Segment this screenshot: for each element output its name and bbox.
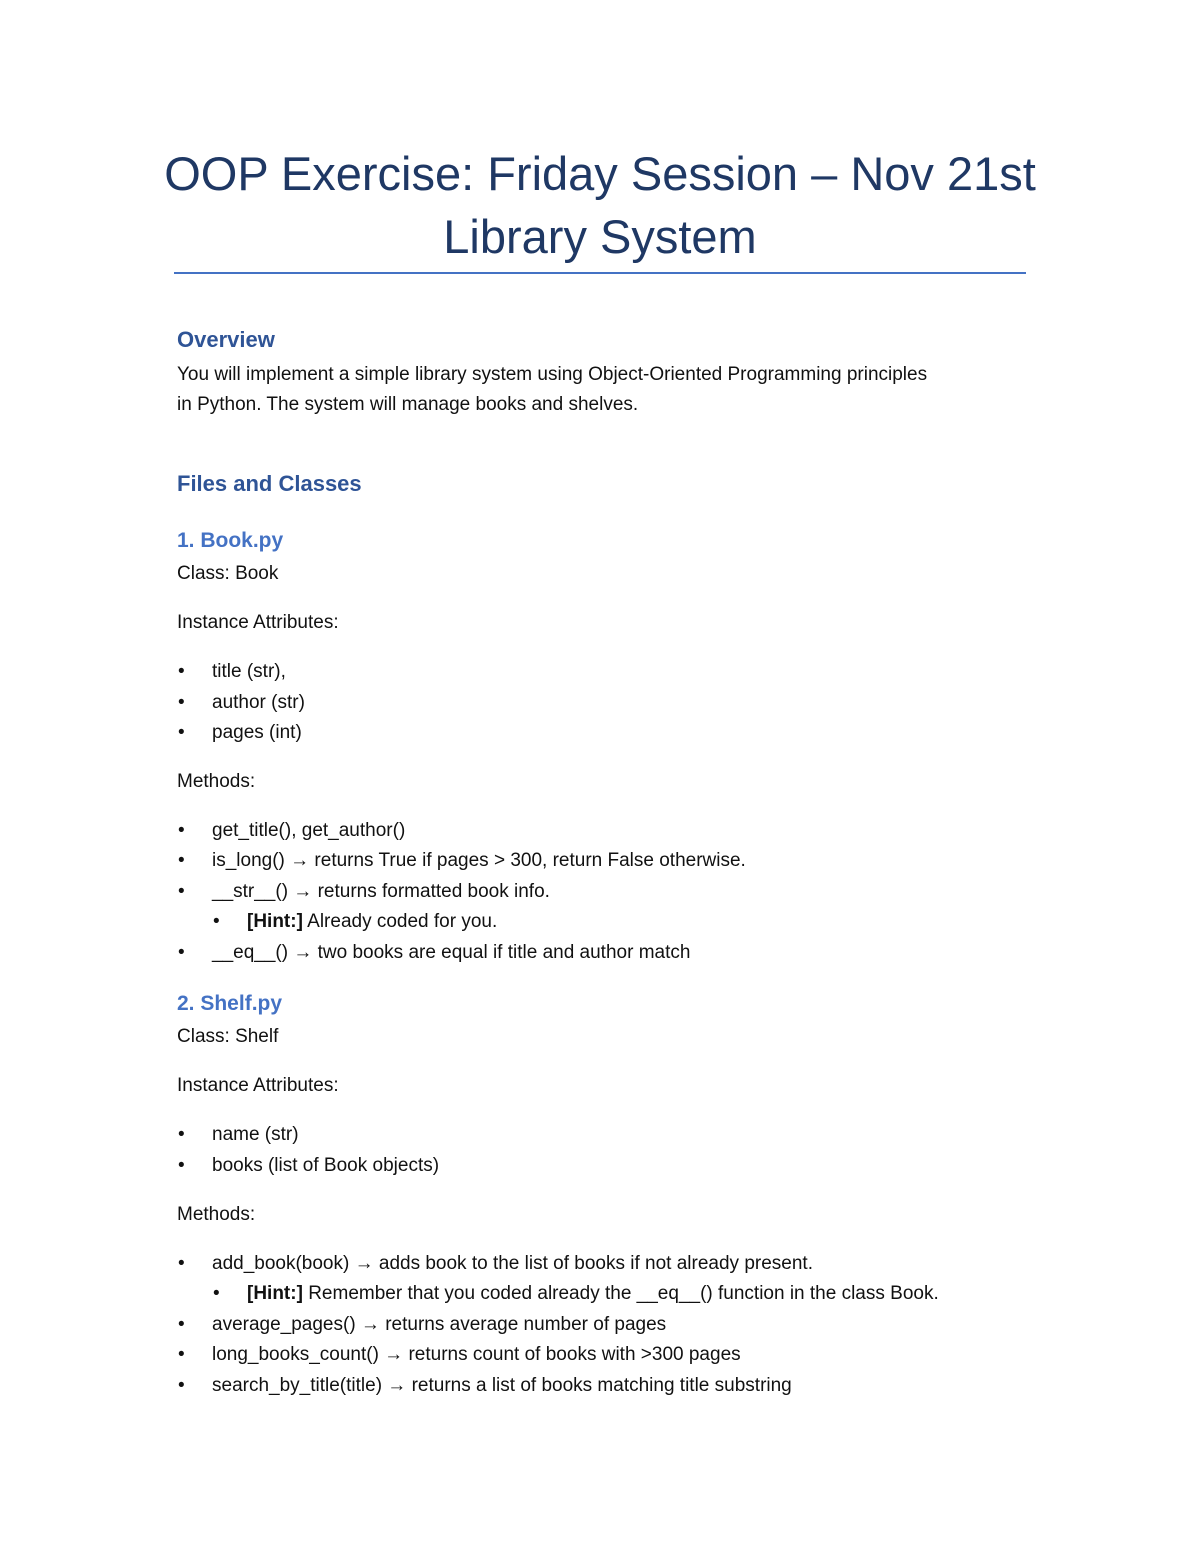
list-item: • __str__() → returns formatted book info. [212, 881, 550, 903]
book-heading: 1. Book.py [177, 529, 284, 552]
book-attrs-label: Instance Attributes: [177, 612, 339, 633]
hint-label: [Hint:] [247, 1283, 303, 1304]
shelf-class: Class: Shelf [177, 1026, 279, 1047]
hint-label: [Hint:] [247, 911, 303, 932]
overview-heading: Overview [177, 327, 275, 352]
list-item: • average_pages() → returns average number of pages [212, 1314, 666, 1336]
list-item: • name (str) [212, 1124, 299, 1146]
list-item: • add_book(book) → adds book to the list of books if not already present. [212, 1253, 813, 1275]
list-item: • author (str) [212, 692, 305, 714]
list-item: • books (list of Book objects) [212, 1155, 439, 1177]
hint-text: Already coded for you. [302, 911, 498, 932]
shelf-methods-label: Methods: [177, 1204, 256, 1225]
overview-line-1: You will implement a simple library system using Object-Oriented Programming principles [177, 364, 928, 385]
list-item: • is_long() → returns True if pages > 300, return False otherwise. [212, 850, 746, 872]
list-item: • pages (int) [212, 722, 302, 744]
list-item: • search_by_title(title) → returns a list of books matching title substring [212, 1375, 792, 1397]
list-item: • title (str), [212, 661, 286, 683]
title-line-2: Library System [443, 210, 757, 263]
book-methods-label: Methods: [177, 771, 256, 792]
list-item: • long_books_count() → returns count of books with >300 pages [212, 1344, 741, 1366]
list-item: • __eq__() → two books are equal if title and author match [212, 942, 690, 964]
overview-line-2: in Python. The system will manage books and shelves. [177, 394, 639, 415]
list-item: • get_title(), get_author() [212, 820, 405, 842]
hint-text: Remember that you coded already the __eq__() function in the class Book. [302, 1283, 939, 1304]
title-line-1: OOP Exercise: Friday Session – Nov 21st [164, 147, 1036, 200]
shelf-attrs-label: Instance Attributes: [177, 1075, 339, 1096]
files-heading: Files and Classes [177, 471, 362, 496]
hint-item [247, 911, 497, 933]
shelf-heading: 2. Shelf.py [177, 992, 283, 1015]
title-rule [174, 272, 1026, 274]
book-class: Class: Book [177, 563, 279, 584]
hint-item [247, 1283, 939, 1305]
